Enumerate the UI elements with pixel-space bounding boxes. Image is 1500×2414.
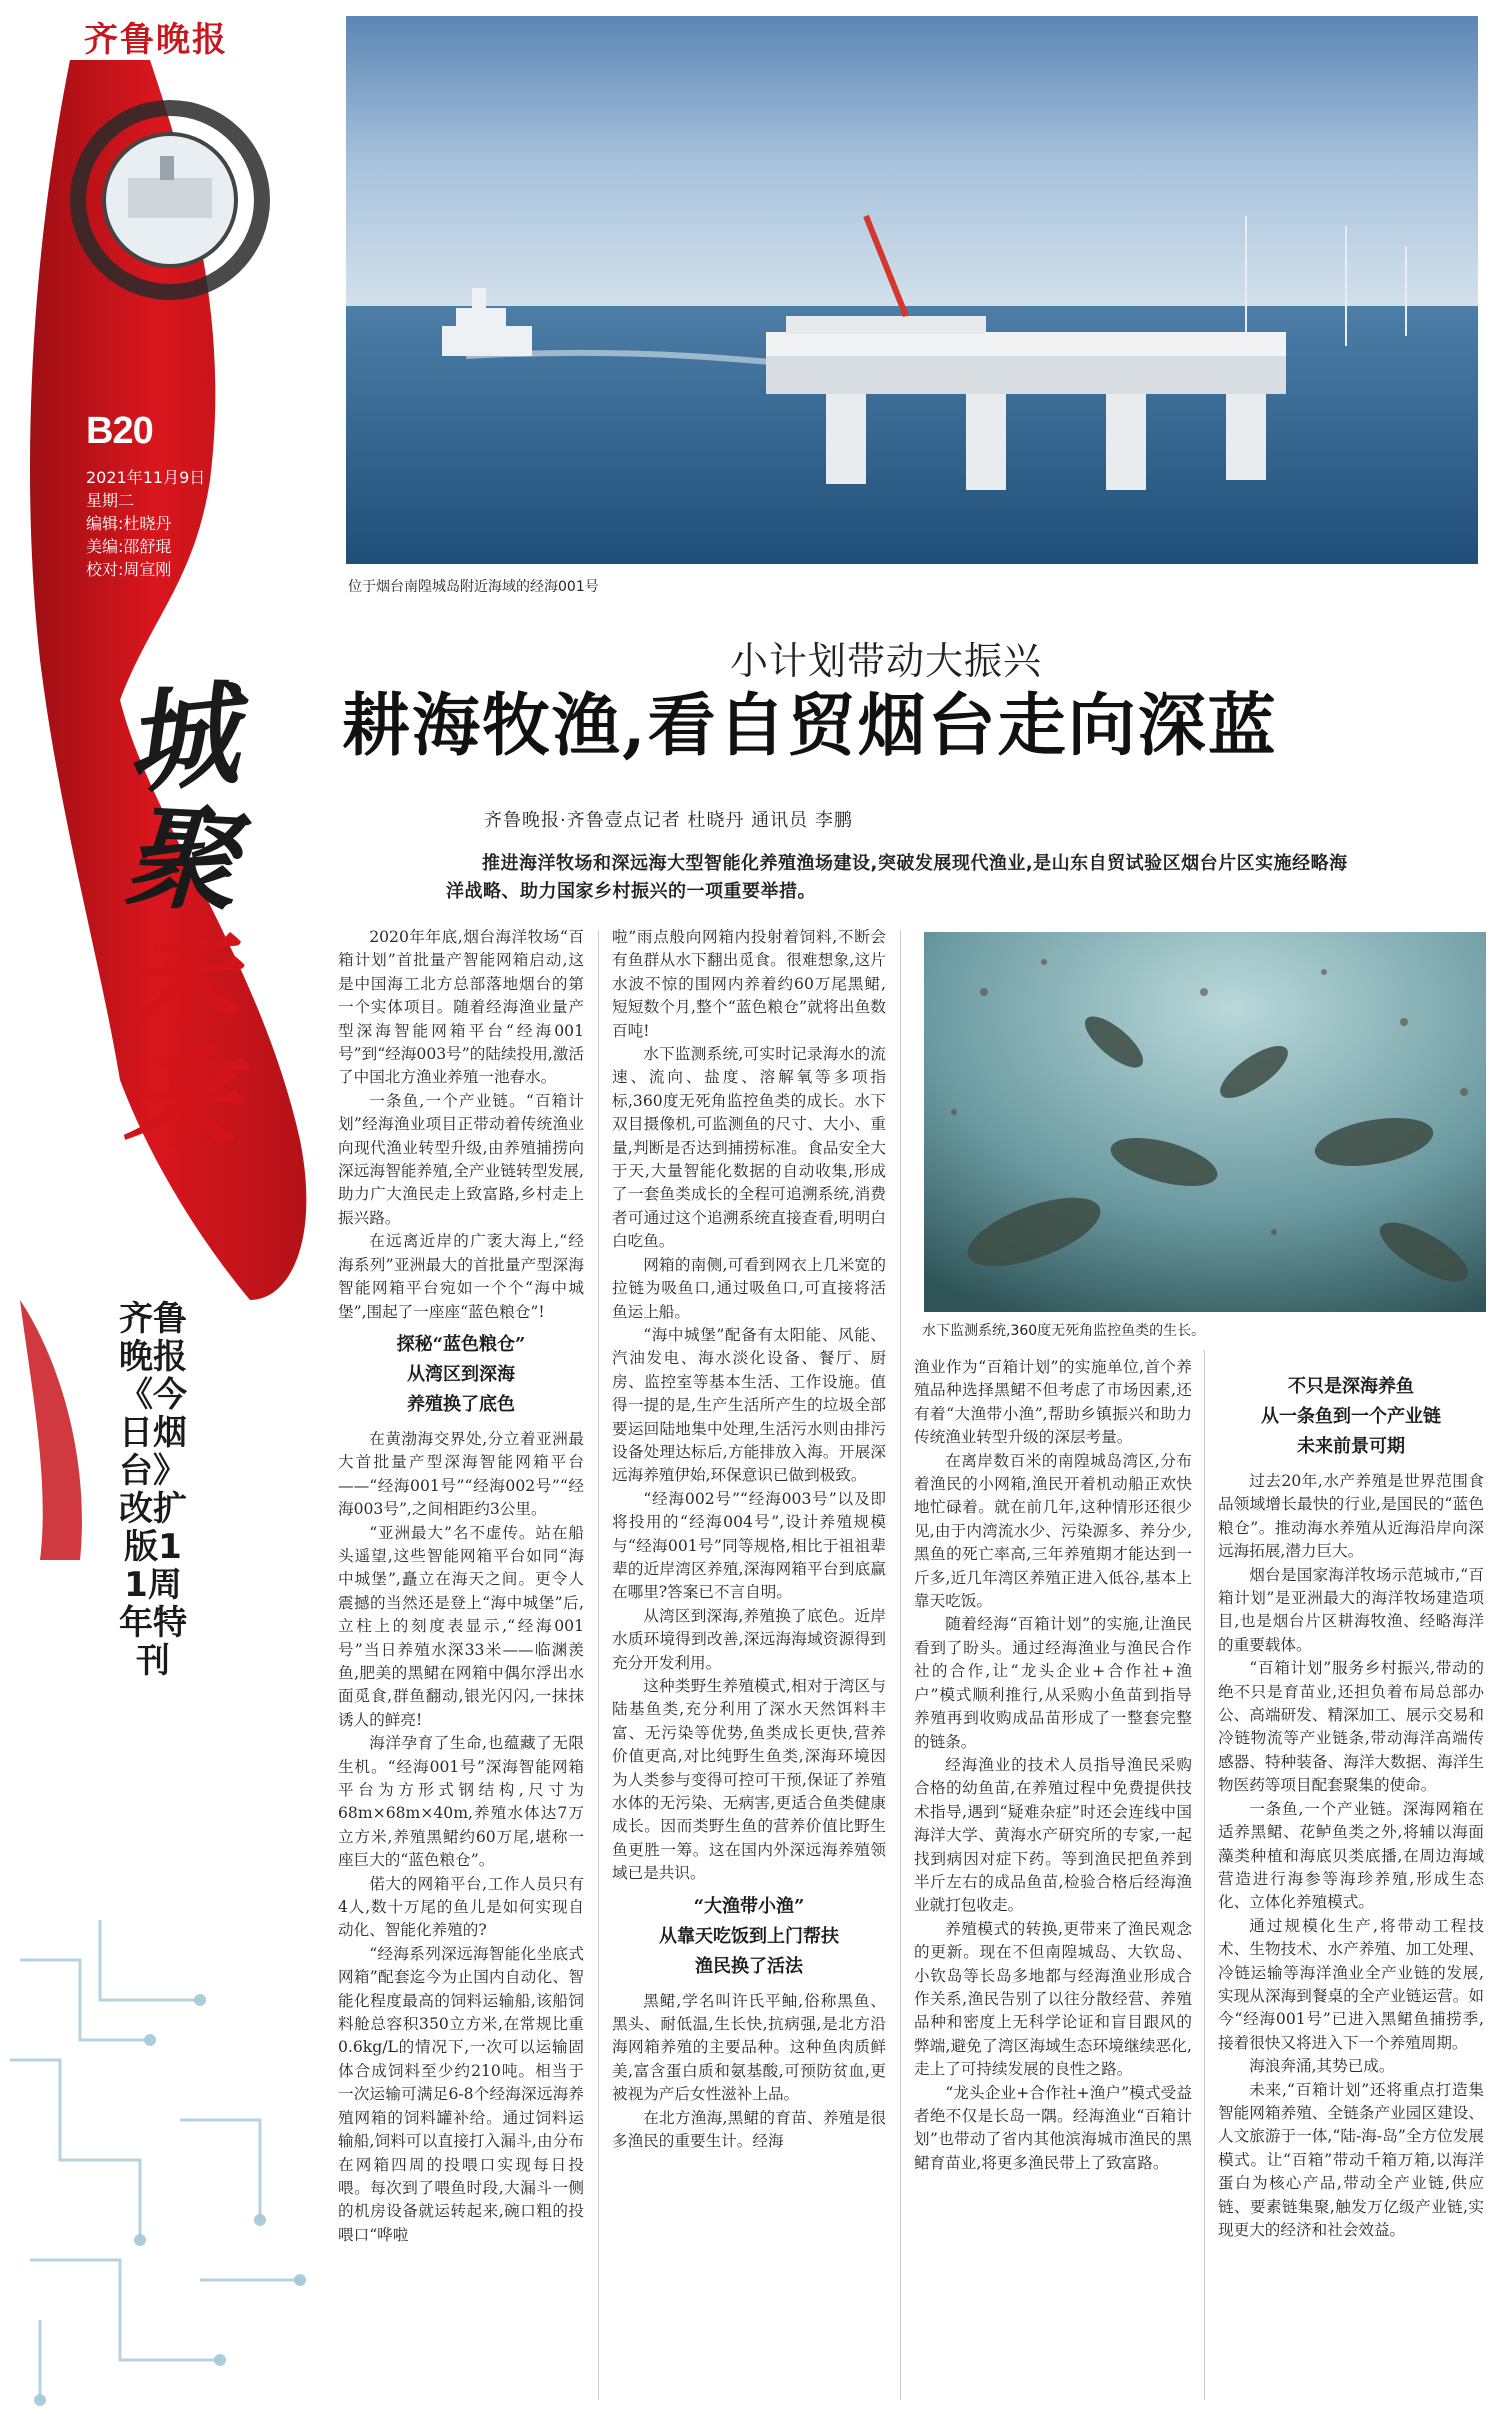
- subhead-line: 探秘“蓝色粮仓”: [396, 1333, 526, 1355]
- masthead-logo: 齐鲁晚报: [84, 20, 228, 60]
- paragraph: 随着经海“百箱计划”的实施,让渔民看到了盼头。通过经海渔业与渔民合作社的合作,让“龙头企业+合作社+渔户”模式顺利推行,从采购小鱼苗到指导养殖再到收购成品苗形成了一整套完整的链条。: [914, 1615, 1192, 1751]
- column-title: [96, 668, 266, 1169]
- subhead-line: 未来前景可期: [1297, 1436, 1405, 1457]
- paragraph: 一条鱼,一个产业链。“百箱计划”经海渔业项目正带动着传统渔业向现代渔业转型升级,由养殖捕捞向深远海智能养殖,全产业链转型发展,助力广大渔民走上致富路,乡村走上振兴路。: [338, 1091, 584, 1227]
- paragraph: 网箱的南侧,可看到网衣上几米宽的拉链为吸鱼口,通过吸鱼口,可直接将活鱼运上船。: [612, 1255, 886, 1321]
- section-subhead: [612, 1892, 886, 1982]
- paragraph: 偌大的网箱平台,工作人员只有4人,数十万尾的鱼儿是如何实现自动化、智能化养殖的?: [338, 1874, 584, 1940]
- column-title-char: 聚: [121, 791, 241, 928]
- article-kicker: 小计划带动大振兴: [730, 639, 1043, 683]
- paragraph: 水下监测系统,可实时记录海水的流速、流向、盐度、溶解氧等多项指标,360度无死角监控鱼类的成长。水下双目摄像机,可监测鱼的尺寸、大小、重量,判断是否达到捕捞标准。食品安全大于天,大量智能化数据的自动收集,形成了一套鱼类成长的全程可追溯系统,消费者可通过这个追溯系统直接查看,明明白白吃鱼。: [612, 1045, 886, 1251]
- paragraph: 海洋孕育了生命,也蕴藏了无限生机。“经海001号”深海智能网箱平台为方形式钢结构,尺寸为68m×68m×40m,养殖水体达7万立方米,养殖黑鲪约60万尾,堪称一座巨大的“蓝色粮仓”。: [338, 1734, 584, 1870]
- paragraph: “龙头企业+合作社+渔户”模式受益者绝不仅是长岛一隅。经海渔业“百箱计划”也带动了省内其他滨海城市渔民的黑鲪育苗业,将更多渔民带上了致富路。: [914, 2083, 1192, 2172]
- issue-weekday: 星期二: [86, 491, 135, 510]
- paragraph: “经海系列深远海智能化坐底式网箱”配套迄今为止国内自动化、智能化程度最高的饲料运输船,该船饲料舱总容积350立方米,在常规比重0.6kg/L的情况下,一次可以运输固体合成饲料至少约210吨。相当于一次运输可满足6-8个经海深远海养殖网箱的饲料罐补给。通过饲料运输船,饲料可以直接打入漏斗,由分布在网箱四周的投喂口实现每日投喂。每次到了喂鱼时段,大漏斗一侧的机房设备就运转起来,碗口粗的投喂口“哗啦: [338, 1944, 584, 2244]
- paragraph: 通过规模化生产,将带动工程技术、生物技术、水产养殖、加工处理、冷链运输等海洋渔业全产业链的发展,实现从深海到餐桌的全产业链运营。如今“经海001号”已进入黑鲪鱼捕捞季,接着很快又将进入下一个养殖周期。: [1218, 1916, 1484, 2052]
- paragraph: 海浪奔涌,其势已成。: [1249, 2057, 1395, 2076]
- subhead-line: 不只是深海养鱼: [1288, 1376, 1414, 1397]
- paragraph: 黑鲪,学名叫许氏平鲉,俗称黑鱼、黑头、耐低温,生长快,抗病强,是北方沿海网箱养殖的主要品种。这种鱼肉质鲜美,富含蛋白质和氨基酸,可预防贫血,更被视为产后女性滋补上品。: [612, 1991, 886, 2104]
- paragraph: 在离岸数百米的南隍城岛湾区,分布着渔民的小网箱,渔民开着机动船正欢快地忙碌着。就在前几年,这种情形还很少见,由于内湾流水少、污染源多、养分少,黑鱼的死亡率高,三年养殖期才能达到一斤多,近几年湾区养殖正进入低谷,基本上靠天吃饭。: [914, 1451, 1192, 1611]
- column-divider: [900, 930, 901, 2400]
- article-byline: 齐鲁晚报·齐鲁壹点记者 杜晓丹 通讯员 李鹏: [484, 810, 853, 831]
- paragraph: 渔业作为“百箱计划”的实施单位,首个养殖品种选择黑鲪不但考虑了市场因素,还有着“大渔带小渔”,帮助乡镇振兴和助力传统渔业转型升级的深层考量。: [914, 1358, 1192, 1447]
- page-number: B20: [86, 410, 153, 452]
- article-column-3: [914, 1356, 1192, 2175]
- column-divider: [1204, 1350, 1205, 2400]
- subhead-line: 从靠天吃饭到上门帮扶: [659, 1925, 839, 1947]
- paragraph: “海中城堡”配备有太阳能、风能、汽油发电、海水淡化设备、餐厅、厨房、监控室等基本生活、工作设施。值得一提的是,生产生活所产生的垃圾全部要运回陆地集中处理,生活污水则由排污设备处理达标后,方能排放入海。开展深远海养殖伊始,环保意识已做到极致。: [612, 1325, 886, 1485]
- column-title-char: 未: [120, 910, 242, 1049]
- paragraph: 未来,“百箱计划”还将重点打造集智能网箱养殖、全链条产业园区建设、人文旅游于一体,“陆-海-岛”全方位发展模式。让“百箱”带动千箱万箱,以海洋蛋白为核心产品,带动全产业链,供应链、要素链集聚,触发万亿级产业链,实现更大的经济和社会效益。: [1218, 2080, 1484, 2239]
- paragraph: 经海渔业的技术人员指导渔民采购合格的幼鱼苗,在养殖过程中免费提供技术指导,遇到“疑难杂症”时还会连线中国海洋大学、黄海水产研究所的专家,一起找到病因对症下药。等到渔民把鱼养到半斤左右的成品鱼苗,检验合格后经海渔业就打包收走。: [914, 1755, 1192, 1915]
- paragraph: 烟台是国家海洋牧场示范城市,“百箱计划”是亚洲最大的海洋牧场建造项目,也是烟台片区耕海牧渔、经略海洋的重要载体。: [1218, 1565, 1484, 1654]
- subhead-line: 从一条鱼到一个产业链: [1261, 1406, 1441, 1427]
- editor-credit: 编辑:杜晓丹: [86, 514, 172, 533]
- proofreader-credit: 校对:周宣刚: [86, 560, 172, 579]
- issue-date: 2021年11月9日: [86, 468, 206, 487]
- article-headline: 耕海牧渔,看自贸烟台走向深蓝: [342, 686, 1278, 766]
- column-title-char: 城: [118, 668, 244, 811]
- article-column-2: [612, 926, 886, 2154]
- underwater-fish-photo: [924, 932, 1486, 1312]
- article-lead: 推进海洋牧场和深远海大型智能化养殖渔场建设,突破发展现代渔业,是山东自贸试验区烟台片区实施经略海洋战略、助力国家乡村振兴的一项重要举措。: [446, 853, 1348, 902]
- paragraph: 养殖模式的转换,更带来了渔民观念的更新。现在不但南隍城岛、大钦岛、小钦岛等长岛多地都与经海渔业形成合作关系,渔民告别了以往分散经营、养殖品种和密度上无科学论证和盲目跟风的弊端,避免了湾区海域生态环境继续恶化,走上了可持续发展的良性之路。: [914, 1919, 1192, 2079]
- section-subhead: [1218, 1372, 1484, 1462]
- paragraph: 这种类野生养殖模式,相对于湾区与陆基鱼类,充分利用了深水天然饵料丰富、无污染等优势,鱼类成长更快,营养价值更高,对比纯野生鱼类,深海环境因为人类参与变得可控可干预,保证了养殖水体的无污染、无病害,更适合鱼类健康成长。因而类野生鱼的营养价值比野生鱼更胜一筹。这在国内外深远海养殖领域已是共识。: [612, 1677, 886, 1883]
- paragraph: 在北方渔海,黑鲪的育苗、养殖是很多渔民的重要生计。经海: [612, 2108, 886, 2151]
- hero-photo-caption: 位于烟台南隍城岛附近海域的经海001号: [348, 579, 599, 595]
- paragraph: “经海002号”“经海003号”以及即将投用的“经海004号”,设计养殖规模与“经海001号”同等规格,相比于祖祖辈辈的近岸湾区养殖,深海网箱平台到底赢在哪里?答案已不言自明。: [612, 1489, 886, 1602]
- art-editor-credit: 美编:邵舒琨: [86, 537, 172, 556]
- red-ribbon-artwork: [0, 60, 330, 2414]
- paragraph: 从湾区到深海,养殖换了底色。近岸水质环境得到改善,深远海海域资源得到充分开发利用。: [612, 1606, 886, 1672]
- fish-photo-caption: 水下监测系统,360度无死角监控鱼类的生长。: [922, 1323, 1206, 1339]
- paragraph: 在黄渤海交界处,分立着亚洲最大首批量产型深海智能网箱平台——“经海001号”“经海002号”“经海003号”,之间相距约3公里。: [338, 1429, 584, 1519]
- paragraph: 在远离近岸的广袤大海上,“经海系列”亚洲最大的首批量产型深海智能网箱平台宛如一个个“海中城堡”,围起了一座座“蓝色粮仓”!: [338, 1232, 584, 1321]
- article-column-4: [1218, 1366, 1484, 2242]
- subhead-line: “大渔带小渔”: [693, 1895, 805, 1917]
- paragraph: 啦”雨点般向网箱内投射着饲料,不断会有鱼群从水下翻出觅食。很难想象,这片水波不惊的围网内养着约60万尾黑鲪,短短数个月,整个“蓝色粮仓”就将出鱼数百吨!: [612, 928, 886, 1040]
- column-divider: [598, 930, 599, 2400]
- subhead-line: 养殖换了底色: [407, 1393, 515, 1415]
- paragraph: “百箱计划”服务乡村振兴,带动的绝不只是育苗业,还担负着布局总部办公、高端研发、精深加工、展示交易和冷链物流等产业链条,带动海洋高端传感器、特种装备、海洋大数据、海洋生物医药等项目配套聚集的使命。: [1218, 1659, 1484, 1795]
- section-subhead: [338, 1330, 584, 1420]
- special-edition-label: 齐鲁晚报《今日烟台》改扩版11周年特刊: [119, 1299, 187, 1681]
- paragraph: 过去20年,水产养殖是世界范围食品领域增长最快的行业,是国民的“蓝色粮仓”。推动海水养殖从近海沿岸向深远海拓展,潜力巨大。: [1218, 1472, 1484, 1561]
- paragraph: “亚洲最大”名不虚传。站在船头遥望,这些智能网箱平台如同“海中城堡”,矗立在海天之间。更令人震撼的当然还是登上“海中城堡”后,立柱上的刻度表显示,“经海001号”当日养殖水深33米——临渊羡鱼,肥美的黑鲪在网箱中偶尔浮出水面觅食,群鱼翻动,银光闪闪,一抹抹诱人的鲜亮!: [338, 1523, 584, 1729]
- article-column-1: [338, 926, 584, 2247]
- page-meta: [86, 466, 205, 581]
- subhead-line: 渔民换了活法: [695, 1955, 803, 1977]
- hero-photo-offshore-platform: [346, 16, 1478, 564]
- paragraph: 2020年年底,烟台海洋牧场“百箱计划”首批量产智能网箱启动,这是中国海工北方总部落地烟台的第一个实体项目。随着经海渔业量产型深海智能网箱平台“经海001号”到“经海003号”的陆续投用,激活了中国北方渔业养殖一池春水。: [338, 928, 584, 1087]
- paragraph: 一条鱼,一个产业链。深海网箱在适养黑鲪、花鲈鱼类之外,将辅以海面藻类种植和海底贝类底播,在周边海域营造进行海参等海珍养殖,形成生态化、立体化养殖模式。: [1218, 1799, 1484, 1912]
- column-title-char: 来: [120, 1030, 242, 1169]
- subhead-line: 从湾区到深海: [407, 1363, 515, 1385]
